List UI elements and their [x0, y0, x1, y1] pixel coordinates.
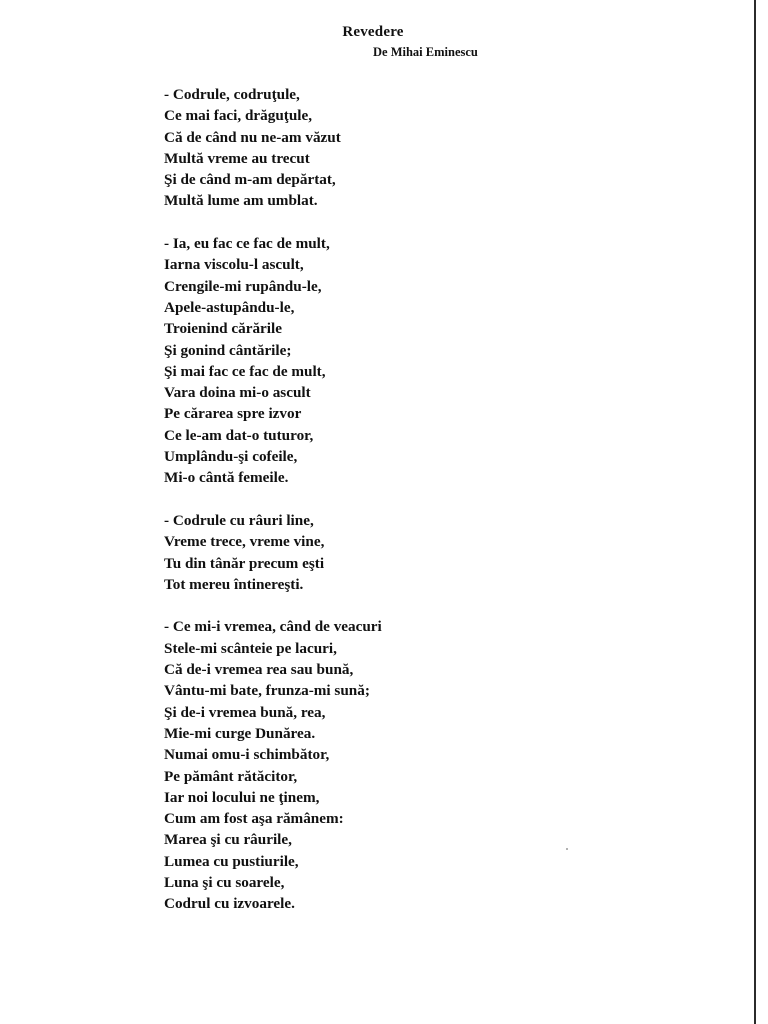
poem-line: Vreme trece, vreme vine, [164, 533, 325, 551]
poem-stanza [164, 616, 604, 914]
poem-line: Troienind cărările [164, 320, 282, 338]
poem-body [164, 84, 604, 936]
poem-line: Cum am fost aşa rămânem: [164, 810, 344, 828]
poem-line: Lumea cu pustiurile, [164, 852, 299, 870]
poem-line: Umplându-şi cofeile, [164, 448, 298, 466]
poem-stanza [164, 84, 604, 212]
poem-line: Tu din tânăr precum eşti [164, 554, 325, 572]
poem-line: Numai omu-i schimbător, [164, 746, 330, 764]
poem-line: Crengile-mi rupându-le, [164, 277, 322, 295]
poem-line: Multă vreme au trecut [164, 149, 310, 167]
poem-author: De Mihai Eminescu [373, 45, 478, 59]
poem-line: - Ce mi-i vremea, când de veacuri [164, 618, 382, 636]
poem-line: Şi gonind cântările; [164, 341, 292, 359]
scan-speck [566, 848, 568, 850]
poem-line: Stele-mi scânteie pe lacuri, [164, 639, 337, 657]
poem-line: Luna şi cu soarele, [164, 873, 285, 891]
poem-line: Că de când nu ne-am văzut [164, 128, 341, 146]
poem-line: - Codrule, codruţule, [164, 86, 300, 103]
poem-line: Iarna viscolu-l ascult, [164, 256, 304, 274]
poem-line: Şi de când m-am depărtat, [164, 171, 336, 189]
poem-line: Vara doina mi-o ascult [164, 384, 311, 402]
poem-line: Că de-i vremea rea sau bună, [164, 661, 354, 679]
poem-line: - Codrule cu râuri line, [164, 511, 314, 529]
poem-title: Revedere [342, 24, 404, 40]
poem-line: Iar noi locului ne ţinem, [164, 788, 320, 806]
poem-line: Şi de-i vremea bună, rea, [164, 703, 326, 721]
poem-line: - Ia, eu fac ce fac de mult, [164, 235, 330, 253]
poem-line: Pe cărarea spre izvor [164, 405, 302, 423]
poem-line: Pe pământ rătăcitor, [164, 767, 298, 785]
poem-line: Apele-astupându-le, [164, 298, 295, 316]
poem-stanza [164, 510, 604, 595]
poem-line: Mie-mi curge Dunărea. [164, 724, 316, 742]
poem-line: Vântu-mi bate, frunza-mi sună; [164, 682, 370, 700]
poem-line: Multă lume am umblat. [164, 192, 318, 210]
poem-line: Ce mai faci, drăguţule, [164, 107, 313, 125]
poem-line: Marea şi cu râurile, [164, 831, 292, 849]
poem-line: Ce le-am dat-o tuturor, [164, 426, 314, 444]
poem-line: Şi mai fac ce fac de mult, [164, 362, 326, 380]
page-edge-shadow [754, 0, 756, 1024]
poem-line: Codrul cu izvoarele. [164, 895, 295, 913]
poem-line: Mi-o cântă femeile. [164, 469, 289, 487]
poem-line: Tot mereu întinereşti. [164, 575, 304, 593]
poem-stanza [164, 233, 604, 489]
